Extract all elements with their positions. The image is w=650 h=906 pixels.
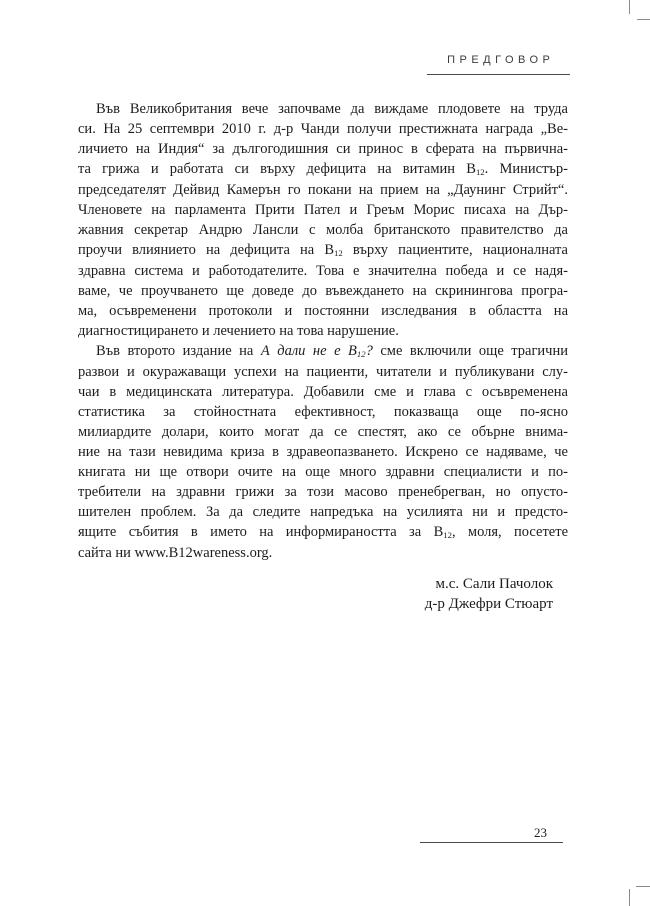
text-line: жавния секретар Андрю Лансли с молба британското правителство да (78, 222, 568, 238)
crop-mark-bottom-right-vertical (629, 889, 630, 906)
body-text (78, 99, 568, 563)
signature-author-1: м.с. Сали Пачолок (435, 576, 553, 592)
text-line: Във Великобритания вече започваме да виждаме плодовете на труда (96, 101, 568, 117)
crop-mark-bottom-right-horizontal (636, 886, 650, 887)
text-line: сайта ни www.B12wareness.org. (78, 545, 273, 561)
text-line: личието на Индия“ за дългогодишния си принос в сферата на първична- (78, 141, 568, 157)
signature-block (425, 574, 553, 614)
text-line: чаи в медицинската литература. Добавили сме и глава с осъвременена (78, 384, 568, 400)
text-line: диагностицирането и лечението на това нарушение. (78, 323, 399, 339)
crop-mark-top-right-vertical (629, 0, 630, 14)
text-line: ваме, че проучването ще доведе до въвеждането на скринингова програ- (78, 283, 568, 299)
text-line: ящите събития в името на информираността за В12, моля, посетете (78, 524, 569, 541)
text-line: Членовете на парламента Прити Пател и Греъм Морис писаха на Дър- (78, 202, 568, 218)
signature-author-2: д-р Джефри Стюарт (424, 596, 553, 612)
running-header-label: ПРЕДГОВОР (447, 54, 555, 66)
text-line: книгата ни ще отвори очите на още много здравни специалисти и по- (78, 464, 568, 480)
text-line: шителен проблем. За да следите напредъка на усилията ни и предсто- (78, 504, 568, 520)
text-line: проучи влиянието на дефицита на В12 върху пациентите, националната (78, 242, 568, 259)
text-line: Във второто издание на А дали не е В12? сме включили още трагични (96, 343, 568, 360)
text-line: требители на здравни грижи за този масово пренебрегван, но опусто- (78, 484, 568, 500)
page-number: 23 (534, 825, 547, 840)
text-line: ние на тази невидима криза в здравеопазването. Искрено се надяваме, че (78, 444, 568, 460)
text-line: милиардите долари, които могат да се спестят, ако се обърне внима- (78, 424, 568, 440)
crop-mark-top-right-horizontal (637, 19, 650, 20)
text-line: статистика за стойностната ефективност, показваща още по-ясно (78, 404, 568, 420)
text-line: та грижа и работата си върху дефицита на витамин В12. Министър- (78, 161, 568, 178)
text-line: развои и окуражаващи успехи на пациенти, читатели и публикувани слу- (78, 364, 568, 380)
text-line: председателят Дейвид Камерън го покани на прием на „Даунинг Стрийт“. (78, 182, 568, 198)
text-line: ма, осъвременени протоколи и постоянни изследвания в областта на (78, 303, 568, 319)
text-line: си. На 25 септември 2010 г. д-р Чанди получи престижната награда „Ве- (78, 121, 568, 137)
running-header-rule (427, 74, 570, 75)
text-line: здравна система и работодателите. Това е значителна победа и се надя- (78, 263, 568, 279)
footer-rule (420, 842, 563, 843)
